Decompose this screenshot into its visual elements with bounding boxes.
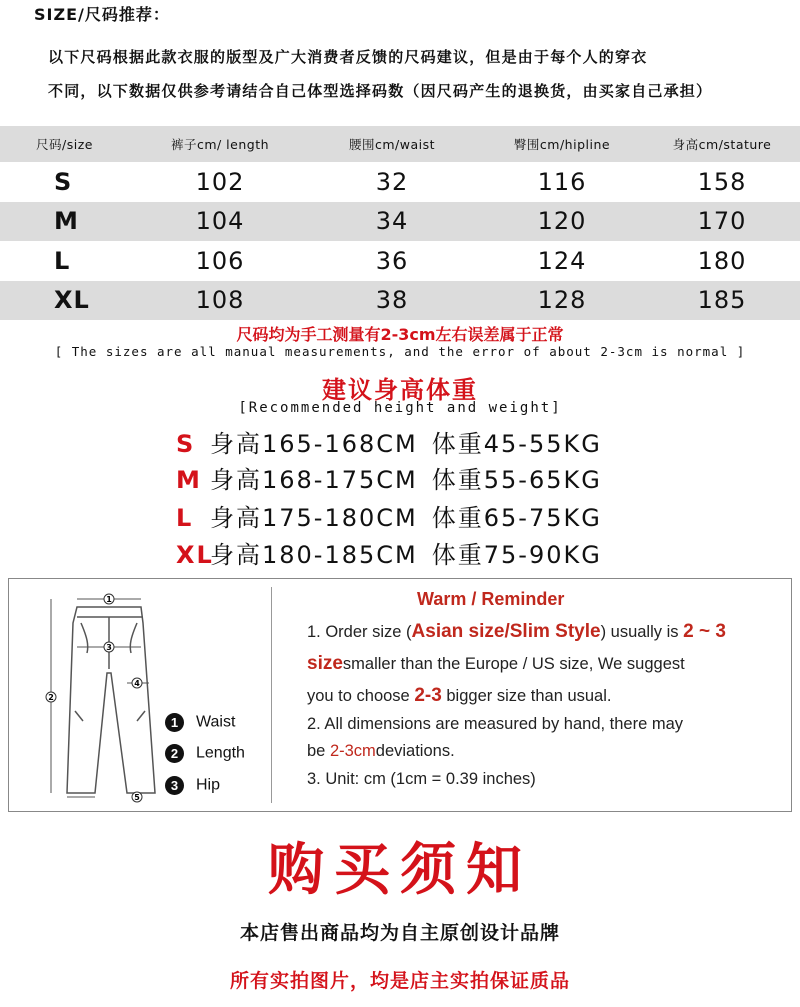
reminder-highlight: 2-3cm — [329, 742, 376, 760]
recommend-weight: 体重55-65KG — [431, 466, 602, 494]
pants-diagram-icon — [37, 593, 157, 803]
reminder-highlight: Asian size/Slim Style — [411, 621, 601, 642]
measurement-note-cn: 尺码均为手工测量有2-3cm左右误差属于正常 — [236, 325, 564, 344]
marker-4: 4 — [134, 679, 140, 688]
waist-cell: 32 — [375, 167, 409, 196]
recommend-weight: 体重45-55KG — [431, 430, 602, 458]
notice-line-2: 所有实拍图片，均是店主实拍保证质品 — [229, 970, 570, 992]
reminder-line: 3. Unit: cm (1cm = 0.39 inches) — [307, 770, 536, 788]
legend-length — [165, 744, 245, 763]
recommend-size: S — [176, 430, 196, 458]
stature-cell: 158 — [697, 167, 747, 196]
recommend-subtitle: [Recommended height and weight] — [238, 400, 562, 416]
intro-line-1: 以下尺码根据此款衣服的版型及广大消费者反馈的尺码建议，但是由于每个人的穿衣 — [48, 48, 648, 66]
reminder-highlight: 2-3 — [414, 685, 442, 706]
hipline-cell: 120 — [480, 202, 644, 242]
size-cell: S — [54, 167, 73, 196]
table-row — [0, 202, 800, 242]
recommend-height: 身高180-185CM — [210, 541, 418, 569]
recommend-row — [176, 460, 602, 495]
reminder-highlight: size — [307, 653, 343, 674]
waist-cell: 34 — [304, 202, 480, 242]
legend-hip — [165, 776, 220, 795]
measurement-note-en: [ The sizes are all manual measurements, and the error of about 2-3cm is normal ] — [54, 344, 746, 359]
size-cell: L — [54, 246, 71, 275]
reminder-text: deviations. — [375, 742, 455, 760]
reminder-text: 1. Order size ( — [307, 623, 412, 641]
header-hipline: 臀围cm/hipline — [480, 126, 644, 162]
intro-line-2: 不同，以下数据仅供参考请结合自己体型选择码数（因尺码产生的退换货，由买家自己承担） — [48, 82, 713, 100]
waist-cell: 38 — [304, 281, 480, 321]
reminder-box — [8, 578, 792, 812]
reminder-text: smaller than the Europe / US size, We suggest — [342, 655, 685, 673]
size-cell: M — [0, 202, 136, 242]
recommend-size: L — [176, 504, 194, 532]
hipline-cell: 128 — [480, 281, 644, 321]
marker-3: 3 — [106, 643, 112, 652]
table-row — [0, 281, 800, 321]
length-cell: 106 — [195, 246, 245, 275]
stature-cell: 180 — [697, 246, 747, 275]
size-table — [0, 126, 800, 320]
table-row — [0, 241, 800, 281]
recommend-height: 身高168-175CM — [210, 466, 418, 494]
purchase-notice-title: 购买须知 — [268, 838, 532, 903]
legend-waist — [165, 713, 235, 732]
waist-cell: 36 — [375, 246, 409, 275]
length-cell: 108 — [136, 281, 304, 321]
header-waist: 腰围cm/waist — [304, 126, 480, 162]
length-cell: 104 — [136, 202, 304, 242]
recommend-weight: 体重65-75KG — [431, 504, 602, 532]
marker-2: 2 — [48, 693, 54, 702]
recommend-row — [176, 535, 602, 570]
size-table-header — [0, 126, 800, 162]
reminder-text: bigger size than usual. — [441, 687, 612, 705]
stature-cell: 170 — [644, 202, 800, 242]
reminder-text: be — [307, 742, 330, 760]
legend-number-icon: 1 — [165, 713, 184, 732]
reminder-highlight: 2 ~ 3 — [683, 621, 726, 642]
legend-number-icon: 2 — [165, 744, 184, 763]
reminder-text: you to choose — [307, 687, 415, 705]
recommend-height: 身高165-168CM — [210, 430, 418, 458]
legend-number-icon: 3 — [165, 776, 184, 795]
recommend-size: M — [176, 466, 202, 494]
recommend-height: 身高175-180CM — [210, 504, 418, 532]
recommend-row — [176, 424, 602, 459]
header-size: 尺码/size — [0, 126, 136, 162]
reminder-text: ) usually is — [600, 623, 684, 641]
page-heading: SIZE/尺码推荐： — [34, 5, 170, 24]
notice-line-1: 本店售出商品均为自主原创设计品牌 — [239, 922, 560, 944]
legend-label: Length — [196, 744, 245, 762]
table-row — [0, 162, 800, 202]
header-stature: 身高cm/stature — [644, 126, 800, 162]
recommend-weight: 体重75-90KG — [431, 541, 602, 569]
reminder-line — [307, 685, 612, 707]
hipline-cell: 124 — [537, 246, 587, 275]
legend-label: Hip — [196, 776, 221, 794]
header-length: 裤子cm/ length — [136, 126, 304, 162]
divider — [271, 587, 272, 803]
marker-5: 5 — [134, 793, 140, 802]
size-cell: XL — [0, 281, 136, 321]
marker-1: 1 — [106, 595, 112, 604]
recommend-size: XL — [176, 541, 214, 569]
recommend-row — [176, 498, 602, 533]
reminder-line — [307, 742, 455, 761]
recommend-title: 建议身高体重 — [322, 376, 478, 404]
reminder-line: 2. All dimensions are measured by hand, there may — [307, 715, 684, 733]
reminder-title: Warm / Reminder — [417, 589, 565, 609]
length-cell: 102 — [195, 167, 245, 196]
reminder-line — [307, 621, 726, 643]
stature-cell: 185 — [644, 281, 800, 321]
hipline-cell: 116 — [537, 167, 587, 196]
reminder-line — [307, 653, 685, 675]
legend-label: Waist — [196, 713, 236, 731]
